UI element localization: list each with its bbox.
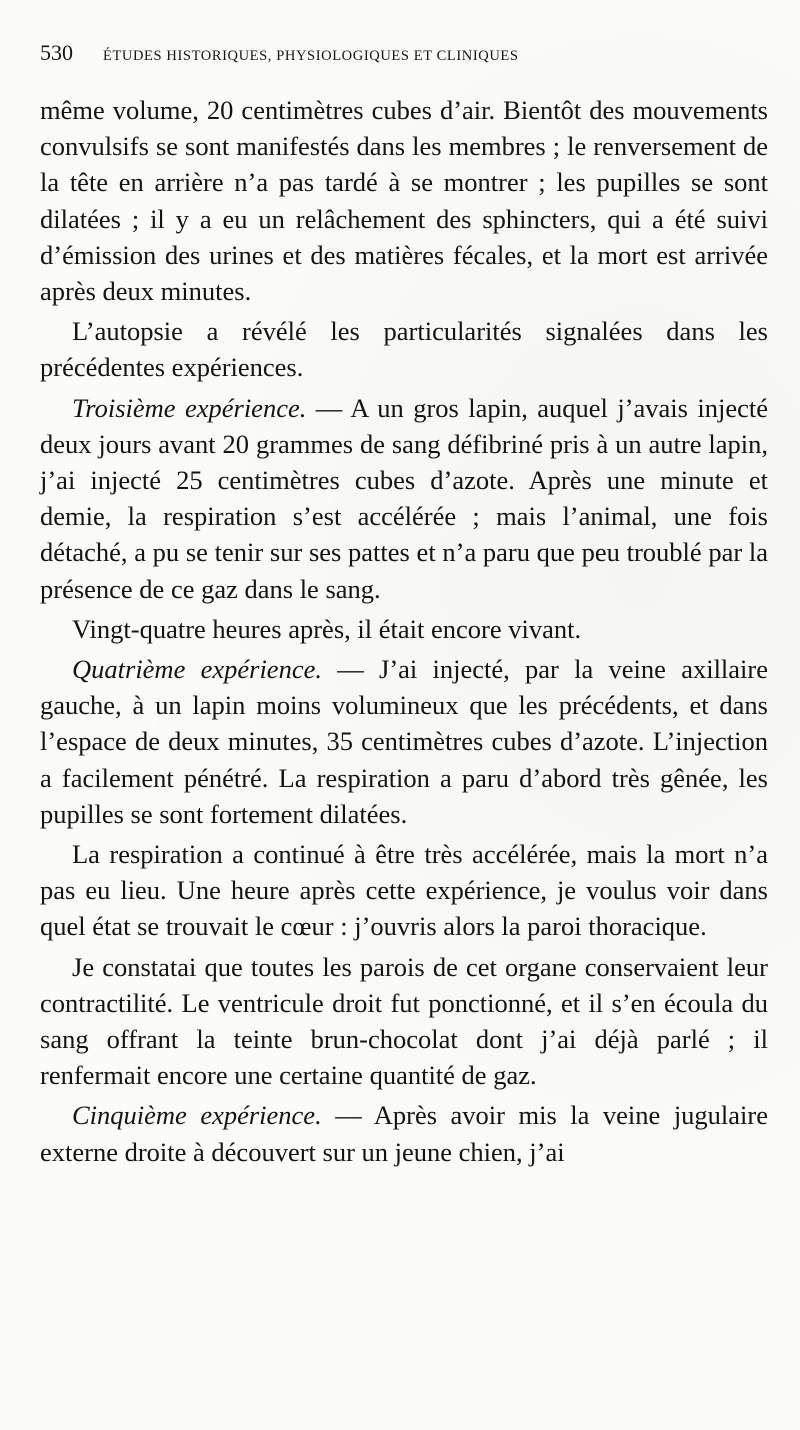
paragraph bbox=[40, 313, 768, 385]
running-title: ÉTUDES HISTORIQUES, PHYSIOLOGIQUES ET CLINIQUES bbox=[103, 48, 519, 64]
experiment-title: Troisième expérience. bbox=[72, 392, 307, 423]
page-header bbox=[40, 40, 768, 80]
paragraph bbox=[40, 611, 768, 647]
paragraph-text: — Après avoir mis la veine jugulaire externe droite à découvert sur un jeune chien, j’ai bbox=[40, 1100, 769, 1167]
paragraph bbox=[40, 949, 768, 1094]
experiment-title: Quatrième expérience. bbox=[72, 654, 322, 685]
page-number: 530 bbox=[40, 40, 73, 65]
paragraph bbox=[40, 836, 768, 945]
paragraph-text: même volume, 20 centimètres cubes d’air. Bientôt des mouvements convulsifs se sont manifestés dans les membres ; le renversement de la tête en arrière n’a pas tardé à se montrer ; les pupilles se sont dilatées ; il y a eu un relâchement des sphincters, qui a été suivi d’émission des urines et des matières fécales, et la mort est arrivée après deux minutes. bbox=[40, 95, 768, 307]
paragraph-text: Vingt-quatre heures après, il était encore vivant. bbox=[72, 613, 582, 644]
paragraph-text: La respiration a continué à être très accélérée, mais la mort n’a pas eu lieu. Une heure après cette expérience, je voulus voir dans quel état se trouvait le cœur : j’ouvris alors la paroi thoracique. bbox=[40, 839, 768, 942]
paragraph bbox=[40, 92, 768, 309]
paragraph-text: Je constatai que toutes les parois de cet organe conservaient leur contractilité. Le ventricule droit fut ponctionné, et il s’en écoula du sang offrant la teinte brun-chocolat dont j’ai déjà parlé ; il renfermait encore une certaine quantité de gaz. bbox=[40, 951, 768, 1091]
paragraph bbox=[40, 1097, 768, 1169]
paragraph-text: L’autopsie a révélé les particularités signalées dans les précédentes expériences. bbox=[40, 316, 768, 383]
paragraph bbox=[40, 390, 768, 607]
paragraph-text: — A un gros lapin, auquel j’avais injecté deux jours avant 20 grammes de sang défibriné pris à un autre lapin, j’ai injecté 25 centimètres cubes d’azote. Après une minute et demie, la respiration s’est accélérée ; mais l’animal, une fois détaché, a pu se tenir sur ses pattes et n’a paru que peu troublé par la présence de ce gaz dans le sang. bbox=[40, 392, 768, 604]
experiment-title: Cinquième expérience. bbox=[72, 1100, 322, 1131]
body-text bbox=[40, 92, 768, 1170]
paragraph-text: — J’ai injecté, par la veine axillaire gauche, à un lapin moins volumineux que les précédents, et dans l’espace de deux minutes, 35 centimètres cubes d’azote. L’injection a facilement pénétré. La respiration a paru d’abord très gênée, les pupilles se sont fortement dilatées. bbox=[40, 654, 768, 829]
paragraph bbox=[40, 651, 768, 832]
